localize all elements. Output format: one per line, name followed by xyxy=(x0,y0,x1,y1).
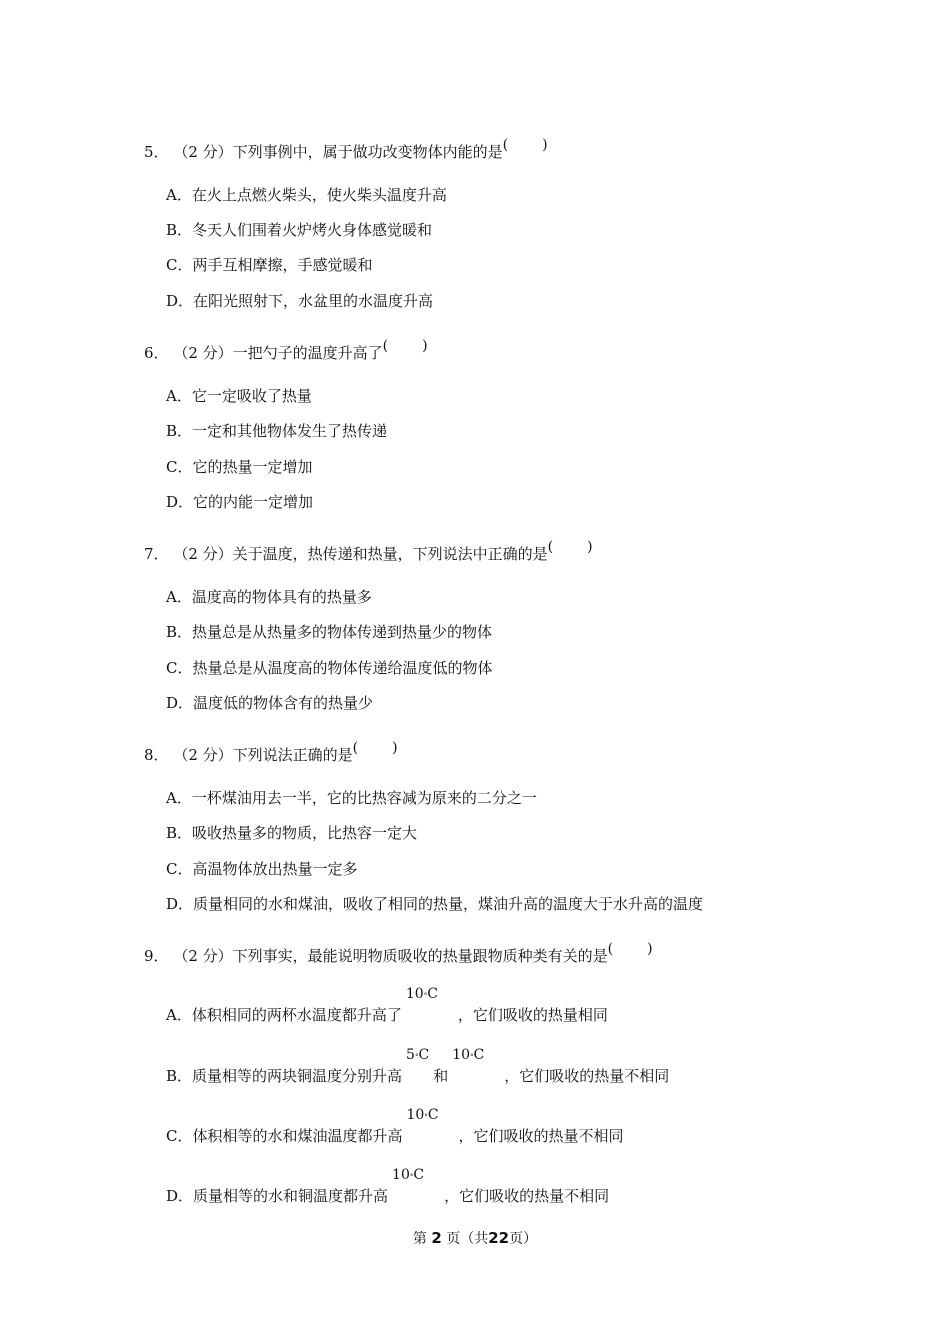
question-points: （2 分） xyxy=(173,545,233,563)
question-8 xyxy=(144,740,398,766)
question-stem: 关于温度，热传递和热量，下列说法中正确的是 xyxy=(232,545,548,563)
page-footer: 第 2 页（共22页） xyxy=(412,1229,538,1247)
temperature-formula: 5°C xyxy=(406,1047,430,1063)
question-number: 9． xyxy=(144,947,169,965)
option-9d: D．质量相等的水和铜温度都升高10°C，它们吸收的热量不相同 xyxy=(166,1167,610,1205)
temperature-formula: 10°C xyxy=(406,1107,439,1123)
answer-parentheses: ( ) xyxy=(352,740,398,756)
option-8c: C．高温物体放出热量一定多 xyxy=(166,860,358,878)
page-number: 2 xyxy=(431,1229,442,1247)
option-6a: A．它一定吸收了热量 xyxy=(166,387,312,405)
question-6 xyxy=(144,338,428,364)
option-6d: D．它的内能一定增加 xyxy=(166,493,314,511)
question-number: 5． xyxy=(144,143,169,161)
question-5 xyxy=(144,137,548,163)
option-7b: B．热量总是从热量多的物体传递到热量少的物体 xyxy=(166,623,493,641)
answer-parentheses: ( ) xyxy=(382,338,428,354)
question-stem: 下列说法正确的是 xyxy=(232,746,353,764)
question-stem: 一把勺子的温度升高了 xyxy=(232,344,383,362)
answer-parentheses: ( ) xyxy=(607,941,653,957)
option-7d: D．温度低的物体含有的热量少 xyxy=(166,694,374,712)
question-stem: 下列事例中，属于做功改变物体内能的是 xyxy=(232,143,503,161)
option-5a: A．在火上点燃火柴头，使火柴头温度升高 xyxy=(166,186,447,204)
total-pages: 22 xyxy=(488,1229,510,1247)
question-9 xyxy=(144,941,653,967)
option-5d: D．在阳光照射下，水盆里的水温度升高 xyxy=(166,292,434,310)
option-6b: B．一定和其他物体发生了热传递 xyxy=(166,422,388,440)
answer-parentheses: ( ) xyxy=(547,539,593,555)
option-5b: B．冬天人们围着火炉烤火身体感觉暖和 xyxy=(166,221,433,239)
question-points: （2 分） xyxy=(173,947,233,965)
question-number: 6． xyxy=(144,344,169,362)
option-5c: C．两手互相摩擦，手感觉暖和 xyxy=(166,256,373,274)
question-7 xyxy=(144,539,593,565)
option-8d: D．质量相同的水和煤油，吸收了相同的热量，煤油升高的温度大于水升高的温度 xyxy=(166,895,704,913)
question-points: （2 分） xyxy=(173,344,233,362)
answer-parentheses: ( ) xyxy=(502,137,548,153)
option-9b: B．质量相等的两块铜温度分别升高5°C和10°C，它们吸收的热量不相同 xyxy=(166,1047,670,1085)
question-number: 7． xyxy=(144,545,169,563)
option-7a: A．温度高的物体具有的热量多 xyxy=(166,588,372,606)
option-8a: A．一杯煤油用去一半，它的比热容减为原来的二分之一 xyxy=(166,789,537,807)
question-stem: 下列事实，最能说明物质吸收的热量跟物质种类有关的是 xyxy=(232,947,608,965)
temperature-formula: 10°C xyxy=(405,986,438,1002)
temperature-formula: 10°C xyxy=(392,1167,425,1183)
option-6c: C．它的热量一定增加 xyxy=(166,458,313,476)
option-8b: B．吸收热量多的物质，比热容一定大 xyxy=(166,824,418,842)
temperature-formula: 10°C xyxy=(452,1047,485,1063)
question-number: 8． xyxy=(144,746,169,764)
option-9a: A．体积相同的两杯水温度都升高了10°C，它们吸收的热量相同 xyxy=(166,986,608,1024)
option-7c: C．热量总是从温度高的物体传递给温度低的物体 xyxy=(166,659,493,677)
option-9c: C．体积相等的水和煤油温度都升高10°C，它们吸收的热量不相同 xyxy=(166,1107,624,1145)
question-points: （2 分） xyxy=(173,746,233,764)
question-points: （2 分） xyxy=(173,143,233,161)
